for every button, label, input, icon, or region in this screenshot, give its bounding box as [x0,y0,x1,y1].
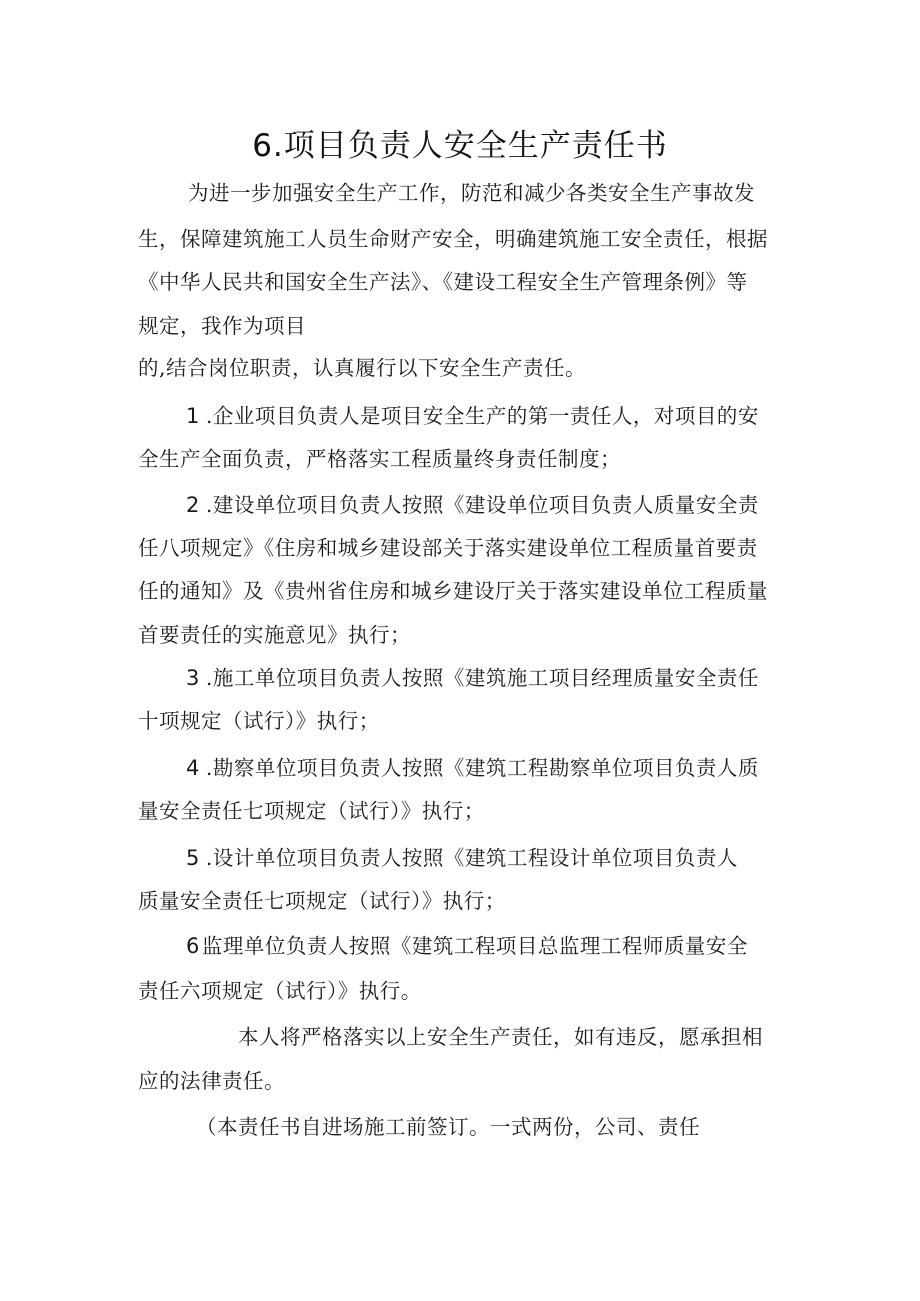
signing-note: （本责任书自进场施工前签订。一式两份，公司、责任 [196,1115,700,1139]
item-number: 4 [186,756,200,780]
item-text: .勘察单位项目负责人按照《建筑工程勘察单位项目负责人质 [205,756,759,780]
item-4-line-1 [186,753,836,783]
intro-line-3: 《中华人民共和国安全生产法》、《建设工程安全生产管理条例》等 [138,270,748,294]
item-6-line-2: 责任六项规定（试行）》执行。 [138,979,422,1003]
item-number: 2 [186,493,200,517]
item-1-line-2: 全生产全面负责，严格落实工程质量终身责任制度； [138,447,621,471]
item-2-line-3: 任的通知》及《贵州省住房和城乡建设厅关于落实建设单位工程质量 [138,579,768,603]
item-3-line-2: 十项规定（试行）》执行； [138,709,380,733]
item-1-line-1 [186,401,836,431]
intro-line-5: 的,结合岗位职责，认真履行以下安全生产责任。 [138,356,587,380]
document-title: 6.项目负责人安全生产责任书 [252,128,668,164]
item-number: 5 [186,846,200,870]
item-2-line-4: 首要责任的实施意见》执行； [138,623,411,647]
item-number: 6 [186,934,200,958]
item-number: 1 [186,404,200,428]
item-text: .设计单位项目负责人按照《建筑工程设计单位项目负责人 [205,846,738,870]
item-2-line-2: 任八项规定》《住房和城乡建设部关于落实建设单位工程质量首要责 [138,536,758,560]
item-6-line-1 [186,931,836,961]
item-text: 监理单位负责人按照《建筑工程项目总监理工程师质量安全 [201,934,748,958]
item-number: 3 [186,666,200,690]
pledge-line-2: 应的法律责任。 [138,1069,285,1093]
pledge-line-1: 本人将严格落实以上安全生产责任，如有违反，愿承担相 [238,1025,763,1049]
item-4-line-2: 量安全责任七项规定（试行）》执行； [138,799,485,823]
intro-line-1: 为进一步加强安全生产工作，防范和减少各类安全生产事故发 [188,181,755,205]
item-text: .施工单位项目负责人按照《建筑施工项目经理质量安全责任 [205,666,759,690]
item-2-line-1 [186,490,836,520]
item-5-line-1 [186,843,836,873]
item-5-line-2: 质量安全责任七项规定（试行）》执行； [138,889,506,913]
intro-line-2: 生，保障建筑施工人员生命财产安全，明确建筑施工安全责任，根据 [138,227,768,251]
item-text: .企业项目负责人是项目安全生产的第一责任人，对项目的安 [205,404,759,428]
item-3-line-1 [186,663,836,693]
intro-line-4: 规定，我作为项目 [138,314,306,338]
item-text: .建设单位项目负责人按照《建设单位项目负责人质量安全责 [205,493,759,517]
